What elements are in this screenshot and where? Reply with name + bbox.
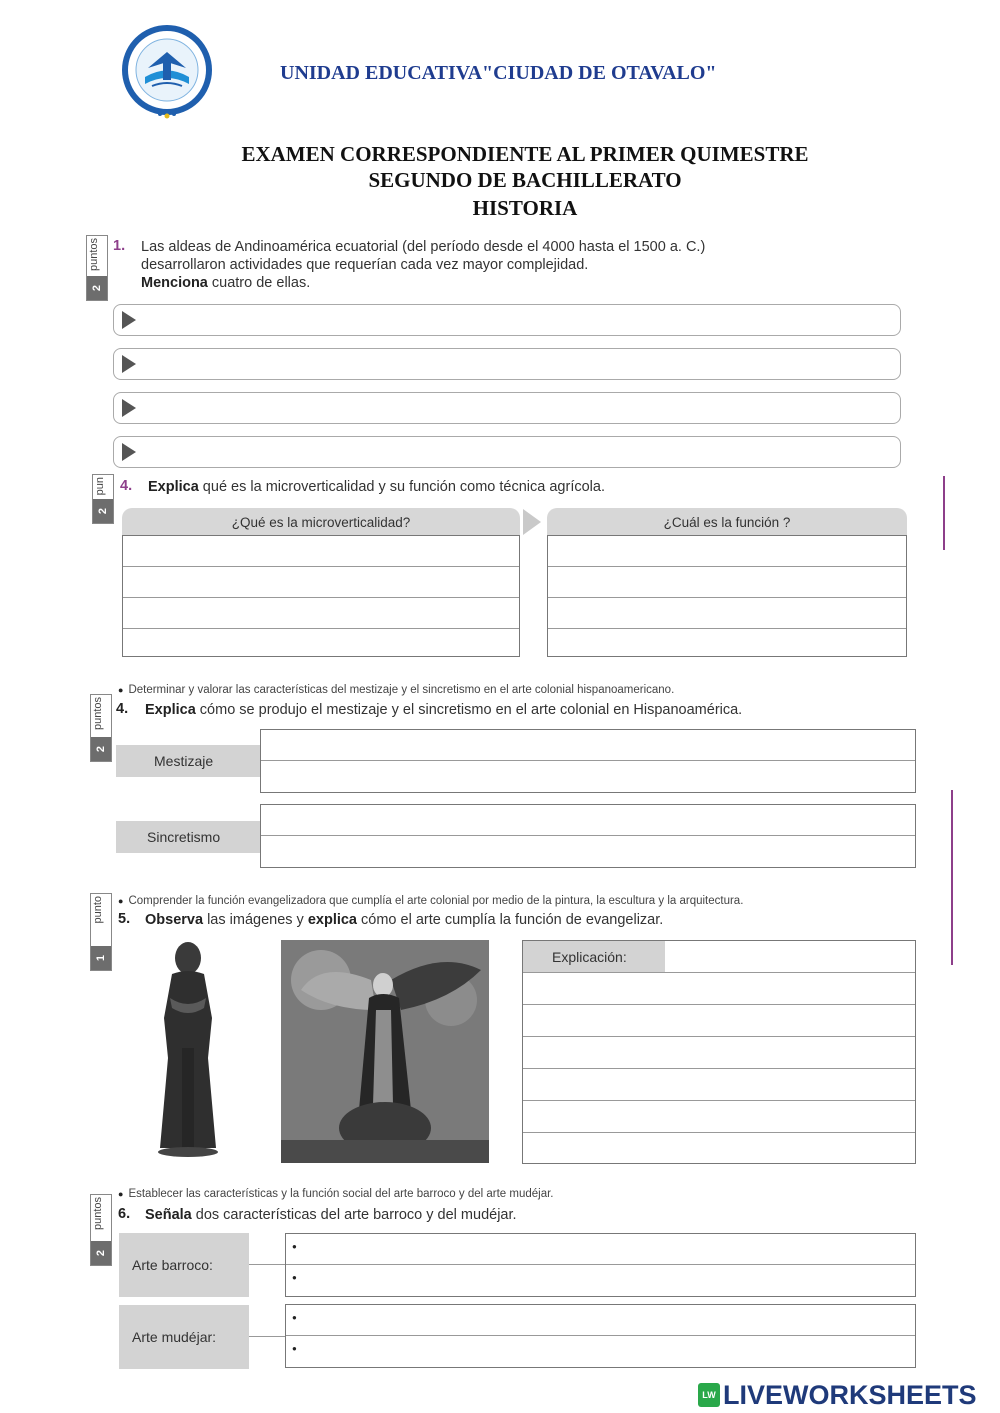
margin-bar: [943, 476, 945, 550]
function-input-4[interactable]: [555, 631, 903, 659]
arrow-icon: [122, 355, 136, 373]
definition-input-2[interactable]: [131, 569, 515, 597]
arrow-icon: [122, 311, 136, 329]
points-word: punto: [92, 896, 104, 924]
explanation-input-2[interactable]: [531, 1007, 911, 1035]
label-arte-barroco: Arte barroco:: [119, 1233, 249, 1297]
answer-row-2[interactable]: [113, 348, 901, 380]
function-input-2[interactable]: [555, 569, 903, 597]
liveworksheets-brand[interactable]: [698, 1380, 977, 1410]
explanation-input-5[interactable]: [531, 1103, 911, 1131]
arrow-icon: [122, 399, 136, 417]
definition-input-1[interactable]: [131, 538, 515, 566]
points-number: 2: [91, 737, 111, 761]
explanation-input-1[interactable]: [531, 975, 911, 1003]
question-number: 6.: [118, 1206, 131, 1222]
points-word: puntos: [88, 238, 100, 272]
question-text: Las aldeas de Andinoamérica ecuatorial (del período desde el 4000 hasta el 1500 a. C.) desarrollaron actividades que requerían cada vez mayor complejidad. Menciona cuatro de ellas.: [141, 239, 706, 291]
mudejar-input-1[interactable]: [306, 1307, 876, 1335]
column-header-definition: ¿Qué es la microverticalidad?: [122, 508, 520, 536]
exam-subject: HISTORIA: [472, 196, 578, 220]
question-number: 5.: [118, 911, 131, 927]
points-number: 1: [91, 946, 111, 970]
label-sincretismo: Sincretismo: [116, 821, 260, 853]
sincretismo-input-2[interactable]: [274, 838, 906, 866]
question-number: 1.: [113, 238, 126, 254]
margin-bar: [951, 790, 953, 965]
question-text: Explica qué es la microverticalidad y su función como técnica agrícola.: [148, 479, 605, 495]
barroco-answer-box: [285, 1233, 916, 1297]
learning-objective: ● Determinar y valorar las características del mestizaje y el sincretismo en el arte colonial hispanoamericano.: [118, 684, 674, 696]
school-name: UNIDAD EDUCATIVA"CIUDAD DE OTAVALO": [280, 62, 717, 84]
answer-input-3[interactable]: [144, 396, 893, 420]
points-tab: [90, 1194, 112, 1266]
points-word: puntos: [92, 697, 104, 731]
answer-row-1[interactable]: [113, 304, 901, 336]
points-word: pun: [94, 477, 106, 496]
column-header-function: ¿Cuál es la función ?: [547, 508, 907, 536]
question-number: 4.: [120, 478, 133, 494]
function-input-3[interactable]: [555, 600, 903, 628]
arrow-icon: [122, 443, 136, 461]
answer-row-3[interactable]: [113, 392, 901, 424]
points-tab: [86, 235, 108, 301]
connector-line: [249, 1336, 285, 1337]
exam-grade: SEGUNDO DE BACHILLERATO: [368, 168, 682, 192]
exam-title: EXAMEN CORRESPONDIENTE AL PRIMER QUIMESTRE: [241, 142, 809, 166]
points-tab: [90, 893, 112, 971]
points-number: 2: [87, 276, 107, 300]
answer-input-1[interactable]: [144, 308, 893, 332]
barroco-input-2[interactable]: [306, 1267, 876, 1295]
explanation-answer-box: [522, 940, 916, 1164]
definition-answer-grid: [122, 535, 520, 657]
explanation-input-4[interactable]: [531, 1071, 911, 1099]
label-arte-mudejar: Arte mudéjar:: [119, 1305, 249, 1369]
sincretismo-answer-box: [260, 804, 916, 868]
answer-input-4[interactable]: [144, 440, 893, 464]
connector-line: [249, 1264, 285, 1265]
mestizaje-input-1[interactable]: [274, 732, 906, 760]
function-input-1[interactable]: [555, 538, 903, 566]
explanation-input-6[interactable]: [531, 1135, 911, 1163]
points-tab: [92, 474, 114, 524]
explanation-input-3[interactable]: [531, 1039, 911, 1067]
virgin-painting-image: [281, 940, 489, 1163]
question-text: Señala dos características del arte barroco y del mudéjar.: [145, 1207, 517, 1223]
learning-objective: ● Establecer las características y la función social del arte barroco y del arte mudéjar.: [118, 1188, 554, 1200]
explanation-label: Explicación:: [523, 941, 665, 972]
answer-input-2[interactable]: [144, 352, 893, 376]
mestizaje-answer-box: [260, 729, 916, 793]
mudejar-input-2[interactable]: [306, 1338, 876, 1366]
barroco-input-1[interactable]: [306, 1236, 876, 1264]
definition-input-3[interactable]: [131, 600, 515, 628]
brand-name: LIVEWORKSHEETS: [723, 1379, 977, 1410]
function-answer-grid: [547, 535, 907, 657]
points-word: puntos: [92, 1197, 104, 1231]
points-number: 2: [91, 1241, 111, 1265]
saint-statue-image: [142, 938, 232, 1160]
arrow-icon: [523, 509, 541, 535]
sincretismo-input-1[interactable]: [274, 807, 906, 835]
definition-input-4[interactable]: [131, 631, 515, 659]
question-number: 4.: [116, 701, 129, 717]
answer-row-4[interactable]: [113, 436, 901, 468]
learning-objective: ● Comprender la función evangelizadora que cumplía el arte colonial por medio de la pintura, la escultura y la arquitectura.: [118, 895, 743, 907]
question-text: Explica cómo se produjo el mestizaje y el sincretismo en el arte colonial en Hispanoamérica.: [145, 702, 743, 718]
mestizaje-input-2[interactable]: [274, 763, 906, 791]
brand-logo-icon: LW: [698, 1383, 720, 1407]
points-number: 2: [93, 499, 113, 523]
school-logo: [112, 22, 222, 122]
question-text: Observa las imágenes y explica cómo el arte cumplía la función de evangelizar.: [145, 912, 664, 928]
mudejar-answer-box: [285, 1304, 916, 1368]
label-mestizaje: Mestizaje: [116, 745, 260, 777]
points-tab: [90, 694, 112, 762]
explanation-input-0[interactable]: [671, 943, 905, 971]
